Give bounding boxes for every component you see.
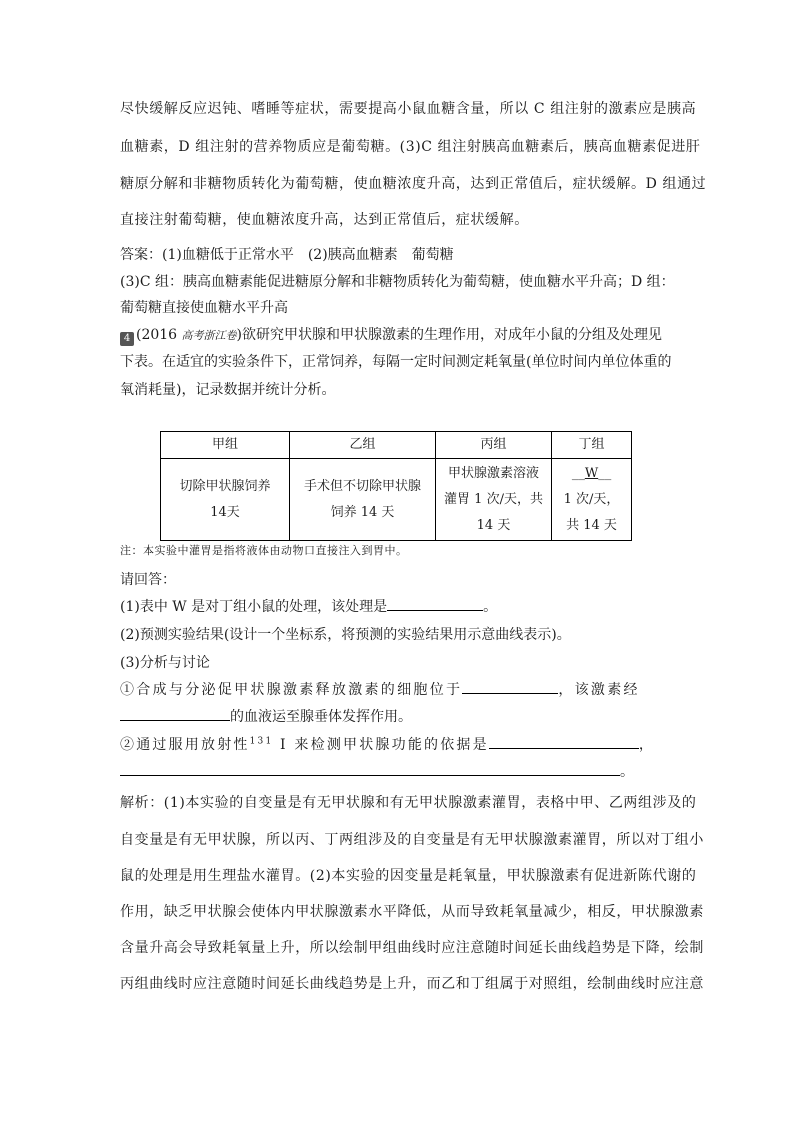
- sub-question-3a-cont: [120, 706, 680, 726]
- cell-line: __W__: [571, 465, 612, 481]
- table-header-cell: 乙组: [290, 432, 436, 459]
- group-table: [160, 431, 632, 541]
- answer-blank[interactable]: [120, 706, 230, 721]
- w-label: W: [584, 465, 599, 481]
- q3a-text: ①合成与分泌促甲状腺激素释放激素的细胞位于: [120, 682, 463, 698]
- table-header-cell: 丙组: [436, 432, 552, 459]
- q1-end: 。: [483, 599, 498, 615]
- question-text: )欲研究甲状腺和甲状腺激素的生理作用，对成年小鼠的分组及处理见: [236, 327, 663, 343]
- analysis-line: 作用，缺乏甲状腺会使体内甲状腺激素水平降低，从而导致耗氧量减少，相反，甲状腺激素: [120, 904, 704, 920]
- table-cell: [436, 459, 552, 541]
- q3a-text: ，该激素经: [558, 682, 640, 698]
- cell-line: 共 14 天: [566, 517, 617, 533]
- table-row: [161, 459, 632, 541]
- answer-line: 葡萄糖直接使血糖水平升高: [120, 300, 288, 316]
- q3b-text: ②通过服用放射性: [120, 737, 250, 753]
- table-header-cell: 甲组: [161, 432, 290, 459]
- analysis-line: 丙组曲线时应注意随时间延长曲线趋势是上升，而乙和丁组属于对照组，绘制曲线时应注意: [120, 976, 704, 992]
- cell-line: 手术但不切除甲状腺: [303, 478, 421, 494]
- answer-blank[interactable]: [462, 679, 558, 694]
- cell-line: 切除甲状腺饲养: [179, 478, 271, 494]
- table-header-row: [161, 432, 632, 459]
- answer-blank[interactable]: [387, 596, 483, 611]
- q1-text: (1)表中 W 是对丁组小鼠的处理，该处理是: [120, 599, 388, 615]
- text-line: 糖原分解和非糖物质转化为葡萄糖，使血糖浓度升高，达到正常值后，症状缓解。D 组通过: [120, 176, 707, 192]
- q3a-text: 的血液运至腺垂体发挥作用。: [230, 709, 412, 725]
- text-line: 直接注射葡萄糖，使血糖浓度升高，达到正常值后，症状缓解。: [120, 212, 529, 228]
- table-cell: [161, 459, 290, 541]
- answer-blank[interactable]: [489, 734, 639, 749]
- q3b-end: 。: [620, 764, 634, 780]
- question-header: [120, 324, 680, 346]
- question-source: 高考浙江卷: [181, 329, 237, 342]
- sub-question-3a: [120, 679, 680, 699]
- q3b-text: ，: [638, 737, 656, 753]
- answer-line: 答案：(1)血糖低于正常水平 (2)胰高血糖素 葡萄糖: [120, 247, 454, 263]
- table-cell: [290, 459, 436, 541]
- table-note: 注：本实验中灌胃是指将液体由动物口直接注入到胃中。: [120, 544, 408, 557]
- answer-line: (3)C 组：胰高血糖素能促进糖原分解和非糖物质转化为葡萄糖，使血糖水平升高；D 组：: [120, 274, 675, 290]
- sub-question-1: [120, 596, 680, 616]
- table-header-cell: 丁组: [552, 432, 632, 459]
- sub-question-3b: [120, 734, 680, 754]
- cell-line: 饲养 14 天: [330, 504, 395, 520]
- cell-line: 1 次/天，: [563, 491, 620, 507]
- q3b-text: I 来检测甲状腺功能的依据是: [273, 737, 489, 753]
- question-year: (2016: [136, 327, 182, 343]
- analysis-line: 含量升高会导致耗氧量上升，所以绘制甲组曲线时应注意随时间延长曲线趋势是下降，绘制: [120, 940, 704, 956]
- answer-blank[interactable]: [120, 761, 620, 776]
- cell-line: 14天: [210, 504, 240, 520]
- prompt-text: 请回答：: [120, 572, 176, 588]
- analysis-line: 解析：(1)本实验的自变量是有无甲状腺和有无甲状腺激素灌胃，表格中甲、乙两组涉及的: [120, 795, 697, 811]
- analysis-line: 自变量是有无甲状腺，所以丙、丁两组涉及的自变量是有无甲状腺激素灌胃，所以对丁组小: [120, 832, 704, 848]
- question-text-line: 下表。在适宜的实验条件下，正常饲养，每隔一定时间测定耗氧量(单位时间内单位体重的: [120, 354, 672, 370]
- sub-question-3b-cont: [120, 761, 680, 781]
- question-text-line: 氧消耗量)，记录数据并统计分析。: [120, 382, 336, 398]
- text-line: 血糖素，D 组注射的营养物质应是葡萄糖。(3)C 组注射胰高血糖素后，胰高血糖素促进肝: [120, 139, 701, 155]
- sub-question-2: (2)预测实验结果(设计一个坐标系，将预测的实验结果用示意曲线表示)。: [120, 627, 571, 643]
- question-number-icon: 4: [120, 332, 134, 346]
- sub-question-3: (3)分析与讨论: [120, 655, 210, 671]
- table-cell: [552, 459, 632, 541]
- cell-line: 甲状腺激素溶液: [447, 465, 539, 481]
- cell-line: 灌胃 1 次/天，共: [444, 491, 543, 507]
- analysis-line: 鼠的处理是用生理盐水灌胃。(2)本实验的因变量是耗氧量，甲状腺激素有促进新陈代谢的: [120, 868, 697, 884]
- cell-line: 14 天: [476, 517, 511, 533]
- text-line: 尽快缓解反应迟钝、嗜睡等症状，需要提高小鼠血糖含量，所以 C 组注射的激素应是胰高: [120, 101, 697, 117]
- isotope-superscript: 131: [249, 736, 274, 747]
